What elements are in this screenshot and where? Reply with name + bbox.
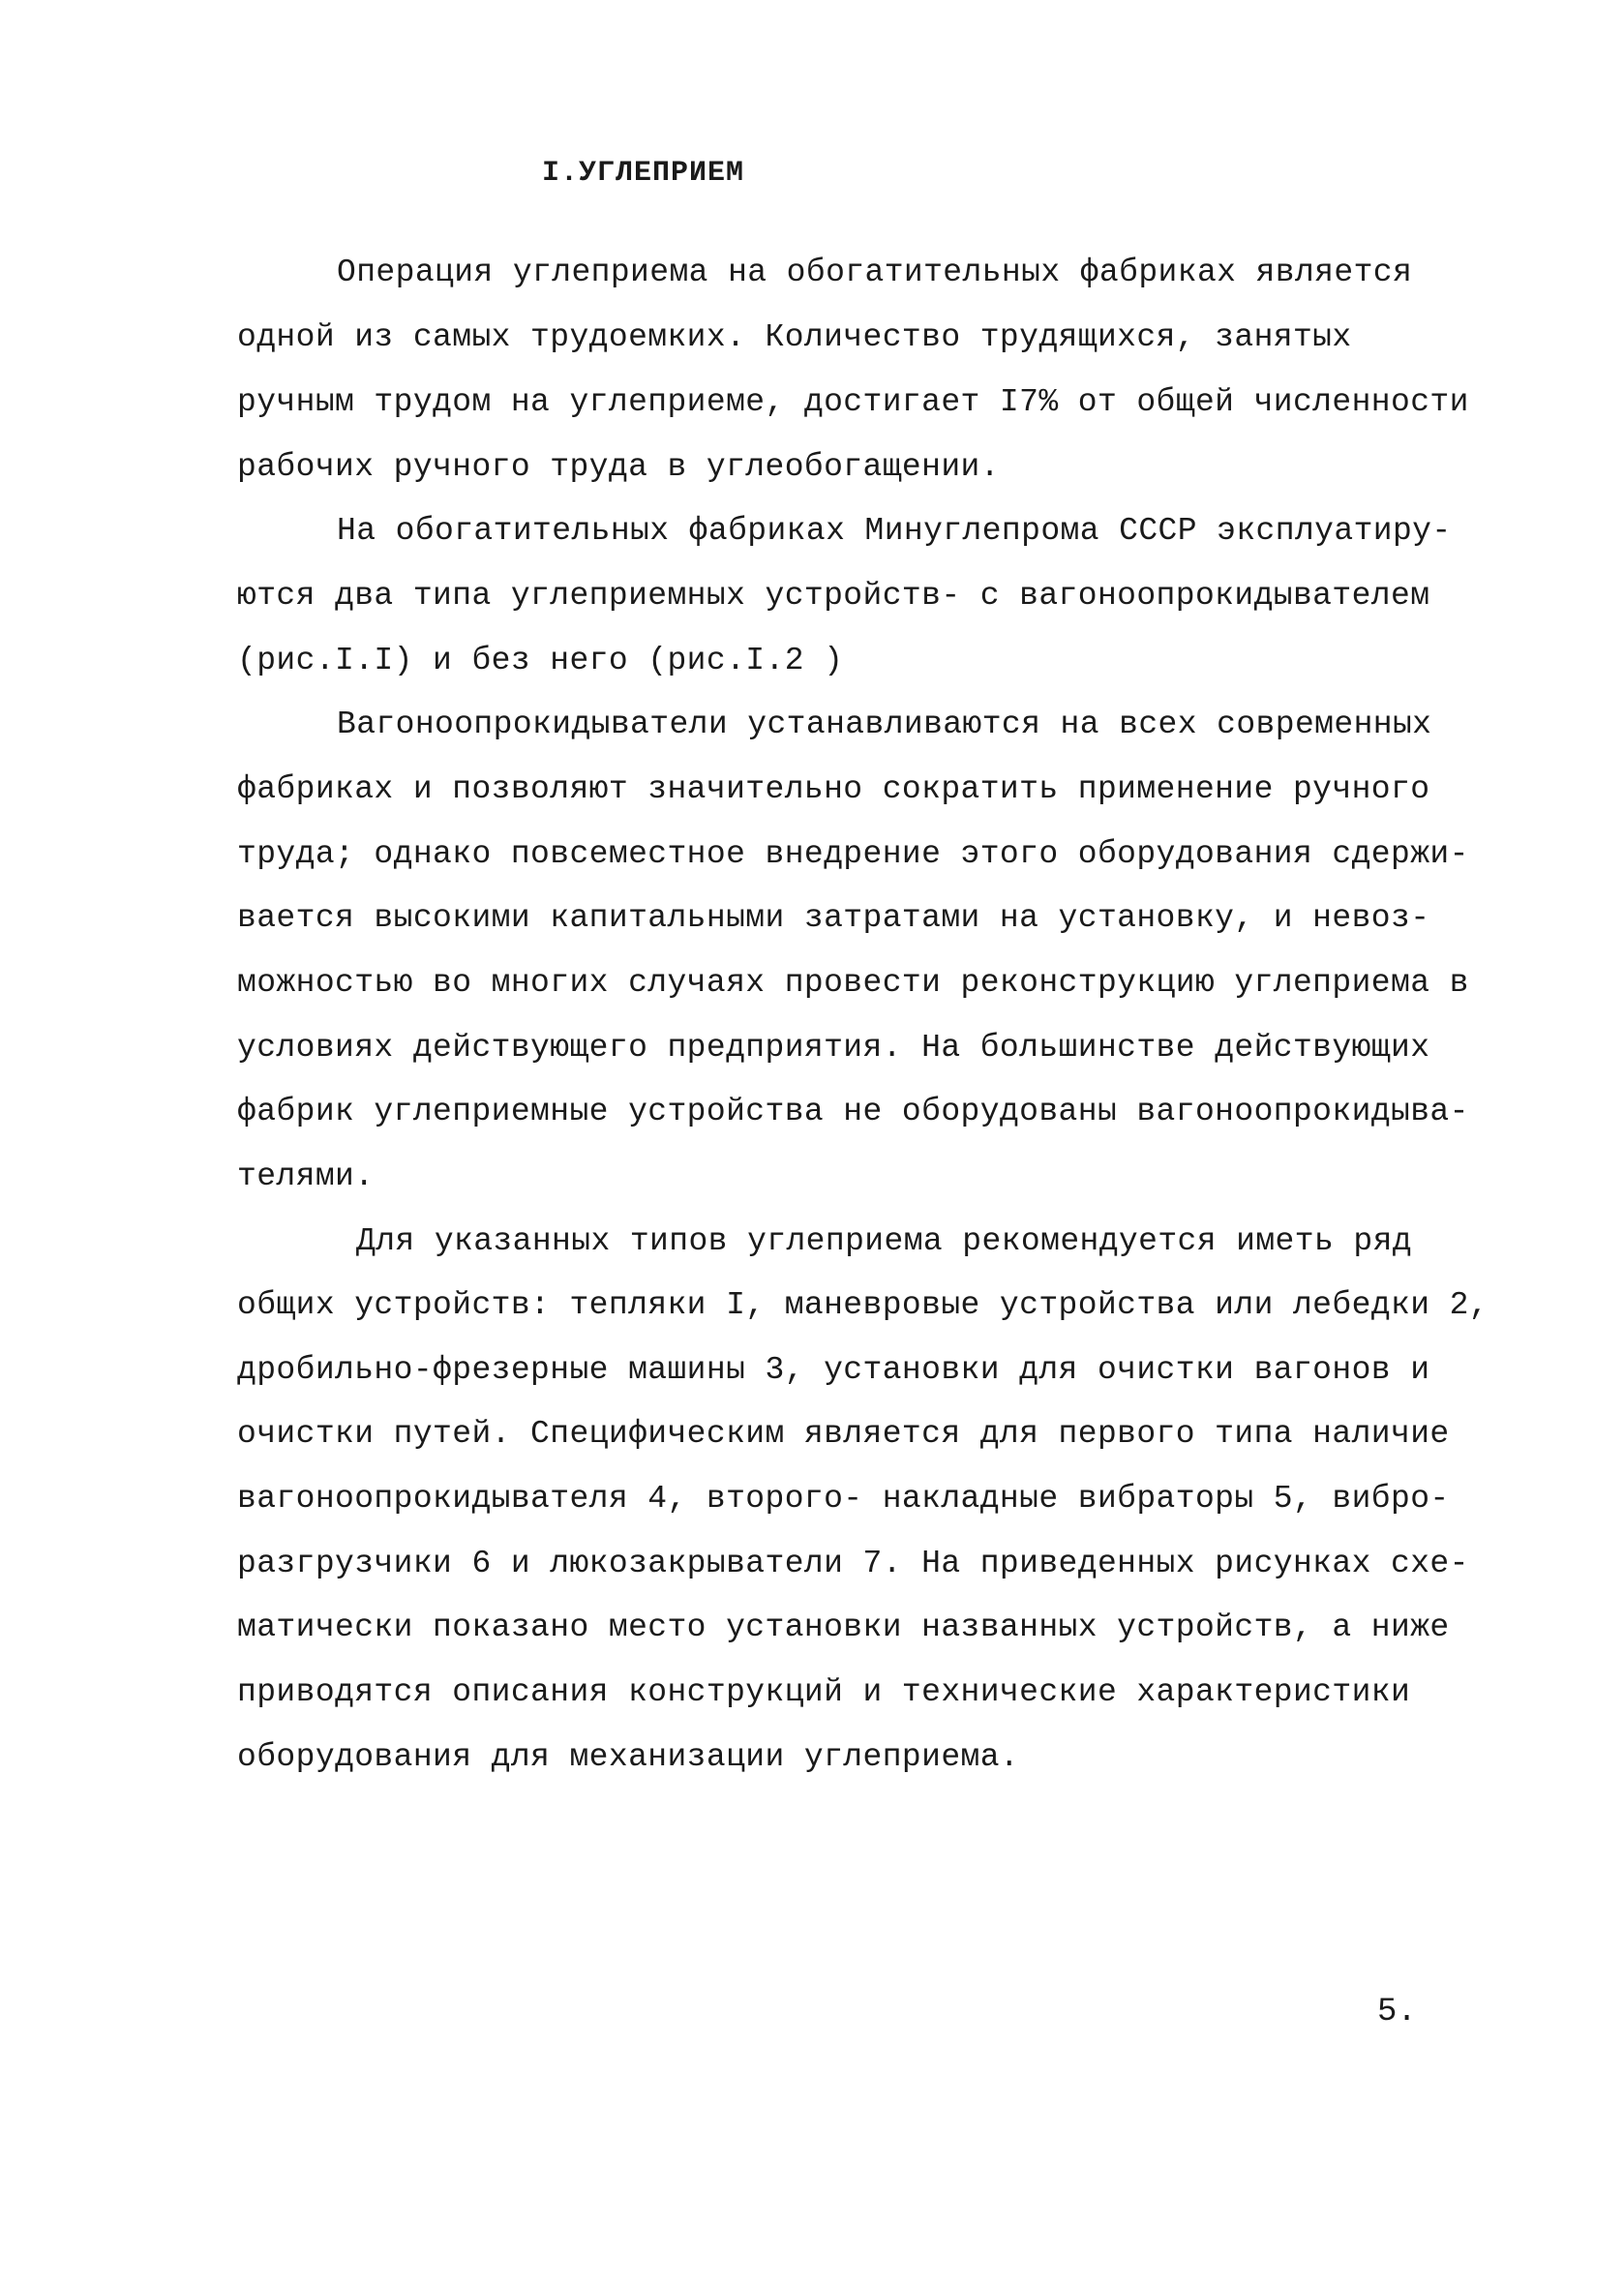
text-line: приводятся описания конструкций и технические характеристики xyxy=(237,1674,1411,1710)
text-line: Для указанных типов углеприема рекомендуется иметь ряд xyxy=(356,1223,1412,1259)
text-line: дробильно-фрезерные машины 3, установки для очистки вагонов и xyxy=(237,1352,1430,1388)
text-line: фабриках и позволяют значительно сократить применение ручного xyxy=(237,771,1430,807)
text-line: разгрузчики 6 и люкозакрыватели 7. На приведенных рисунках схе- xyxy=(237,1546,1469,1581)
page-number: 5. xyxy=(1377,1994,1417,2030)
text-line: телями. xyxy=(237,1158,375,1194)
text-line: матически показано место установки названных устройств, а ниже xyxy=(237,1609,1450,1645)
text-line: Операция углеприема на обогатительных фабриках является xyxy=(337,255,1413,290)
text-line: вается высокими капитальными затратами на установку, и невоз- xyxy=(237,900,1430,936)
text-line: оборудования для механизации углеприема. xyxy=(237,1739,1020,1775)
text-line: ются два типа углеприемных устройств- с вагоноопрокидывателем xyxy=(237,578,1430,614)
text-line: очистки путей. Специфическим является для первого типа наличие xyxy=(237,1416,1450,1452)
text-line: можностью во многих случаях провести реконструкцию углеприема в xyxy=(237,965,1469,1001)
text-line: фабрик углеприемные устройства не оборудованы вагоноопрокидыва- xyxy=(237,1094,1469,1129)
text-line: условиях действующего предприятия. На большинстве действующих xyxy=(237,1030,1430,1066)
text-line: рабочих ручного труда в углеобогащении. xyxy=(237,449,1000,485)
text-line: ручным трудом на углеприеме, достигает I7% от общей численности xyxy=(237,384,1469,420)
text-line: Вагоноопрокидыватели устанавливаются на всех современных xyxy=(337,707,1432,742)
section-heading: I.УГЛЕПРИЕМ xyxy=(542,157,745,190)
text-line: На обогатительных фабриках Минуглепрома СССР эксплуатиру- xyxy=(337,513,1452,549)
text-line: общих устройств: тепляки I, маневровые устройства или лебедки 2, xyxy=(237,1287,1489,1323)
text-line: труда; однако повсеместное внедрение этого оборудования сдержи- xyxy=(237,836,1469,872)
text-line: одной из самых трудоемких. Количество трудящихся, занятых xyxy=(237,319,1352,355)
text-line: (рис.I.I) и без него (рис.I.2 ) xyxy=(237,643,844,678)
text-line: вагоноопрокидывателя 4, второго- накладные вибраторы 5, вибро- xyxy=(237,1481,1450,1517)
